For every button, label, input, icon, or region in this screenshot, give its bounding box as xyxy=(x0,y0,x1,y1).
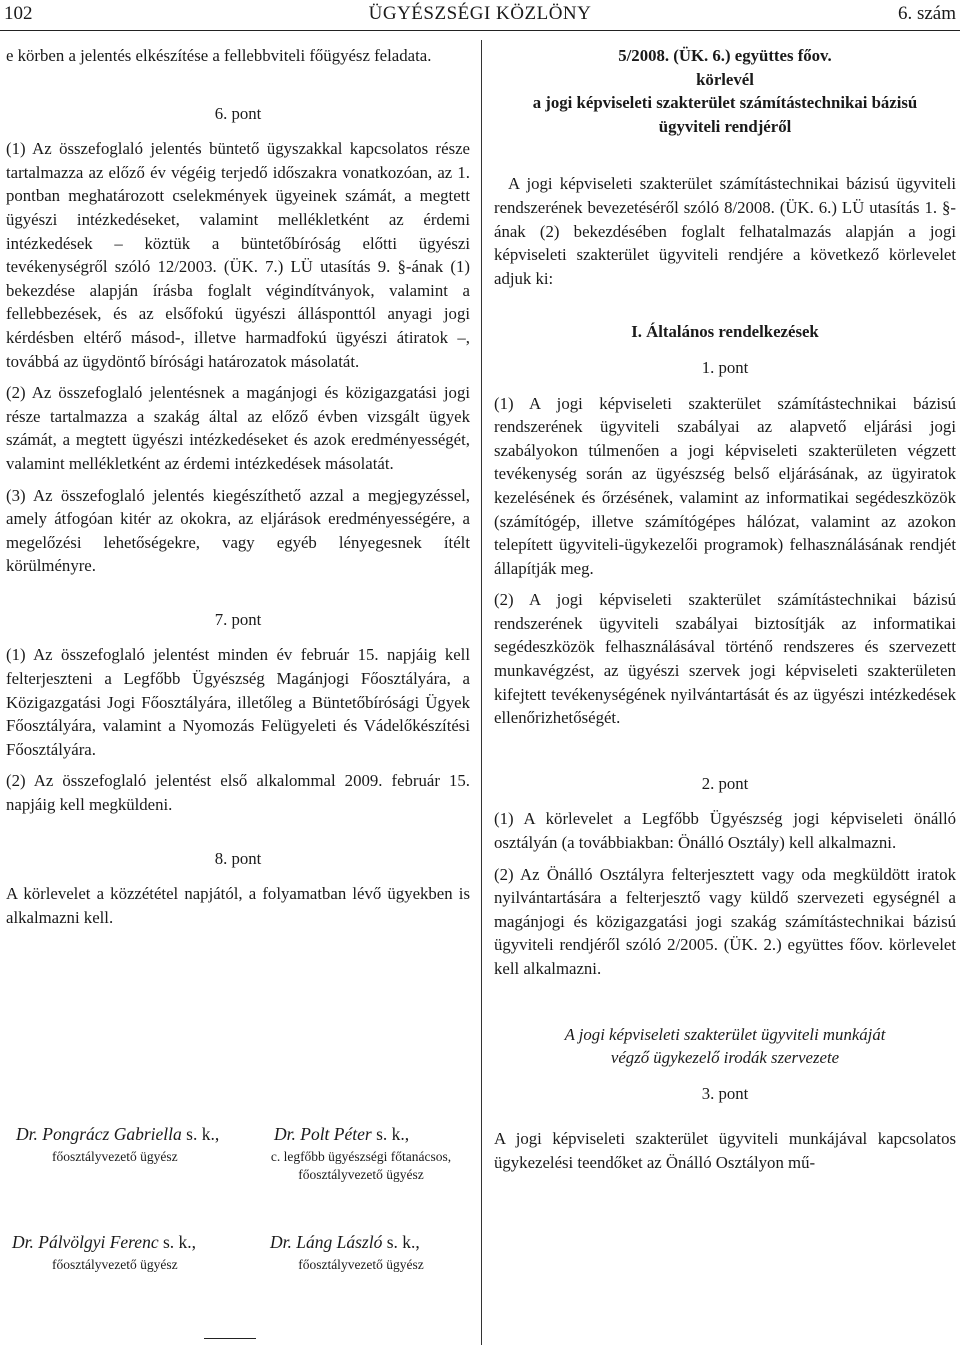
paragraph-3-1: A jogi képviseleti szakterület ügyviteli munkájával kapcsolatos ügykezelési teendőket az Önálló Osztályon mű- xyxy=(494,1129,956,1172)
section-heading-general: I. Általános rendelkezések xyxy=(631,322,819,342)
paragraph-2-2: (2) Az Önálló Osztályra felterjesztett vagy oda megküldött iratok nyilvántartására a felterjesztő vagy küldő szervezeti egységnél a magánjogi és közigazgatási jogi szakág számítástechnikai bázisú ügyviteli rendjéről szóló 2/2005. (ÜK. 2.) együttes főov. körlevelet kell alkalmazni. xyxy=(494,864,956,978)
paragraph-6-1: (1) Az összefoglaló jelentés büntető ügyszakkal kapcsolatos része tartalmazza az előző év végéig terjedő időszakra vonatkozóan, az 1. pontban meghatározott cselekmények ügyeinek számát, a megtett ügyészi intézkedéseket, valamint mellékletként az érdemi intézkedések – köztük a büntetőbíróság előtti ügyészi tevékenységről szóló 12/2003. (ÜK. 7.) LÜ utasítás 9. §-ának (1) bekezdése alapján írásba foglalt végindítványok, valamint a fellebbezések, és az elsőfokú ügyészi állásponttól anyagi jogi kérdésben eltérő másod-, illetve harmadfokú ügyészi átiratok –, továbbá az ügydöntő bírósági határozatok másolatát. xyxy=(6,139,470,371)
section-title-2-pont: 2. pont xyxy=(701,773,749,793)
journal-title: ÜGYÉSZSÉGI KÖZLÖNY xyxy=(368,3,592,24)
signature-palvolgyi: Dr. Pálvölgyi Ferenc s. k., xyxy=(12,1232,197,1252)
paragraph-6-3: (3) Az összefoglaló jelentés kiegészíthető azzal a megjegyzéssel, amely átfogóan kitér az okokra, az eljárások eredményességére, a megelőzési lehetőségekre, vagy egyéb lényegesnek ítélt körülményre. xyxy=(6,485,470,576)
section-title-1-pont: 1. pont xyxy=(701,357,749,377)
end-rule xyxy=(204,1338,256,1339)
section-title-7-pont: 7. pont xyxy=(214,609,262,629)
signature-title-palvolgyi: főosztályvezető ügyész xyxy=(52,1257,178,1272)
subsection-title-offices: A jogi képviseleti szakterület ügyviteli munkáját végző ügykezelő irodák szervezete xyxy=(564,1024,886,1068)
page-header xyxy=(0,0,960,31)
document-number: 5/2008. (ÜK. 6.) együttes főov. xyxy=(618,46,832,65)
paragraph-8-1: A körlevelet a közzététel napjától, a folyamatban lévő ügyekben is alkalmazni kell. xyxy=(6,884,470,927)
document-type: körlevél xyxy=(696,69,754,89)
right-column xyxy=(494,44,956,1183)
issue-number: 6. szám xyxy=(897,3,956,24)
section-title-3-pont: 3. pont xyxy=(701,1083,749,1103)
paragraph-7-2: (2) Az összefoglaló jelentést első alkalommal 2009. február 15. napjáig kell megküldeni. xyxy=(6,771,470,815)
section-title-6-pont: 6. pont xyxy=(214,103,262,123)
paragraph-6-2: (2) Az összefoglaló jelentésnek a magánjogi és közigazgatási jogi része tartalmazza a szakág által az előző évben vizsgált ügyek számát, a megtett ügyészi intézkedéseket és azok eredményességét, valamint mellékletként az érdemi intézkedések másolatát. xyxy=(6,383,470,473)
column-divider xyxy=(481,40,482,1345)
signature-lang: Dr. Láng László s. k., xyxy=(270,1232,420,1252)
signature-polt: Dr. Polt Péter s. k., xyxy=(274,1124,410,1144)
document-subject: a jogi képviseleti szakterület számítástechnikai bázisú ügyviteli rendjéről xyxy=(532,93,918,136)
signature-title-polt: c. legfőbb ügyészségi főtanácsos, főosztályvezető ügyész xyxy=(270,1149,452,1182)
section-title-8-pont: 8. pont xyxy=(214,848,262,868)
paragraph-1-2: (2) A jogi képviseleti szakterület számítástechnikai bázisú rendszerének ügyviteli szabályai biztosítják az informatikai segédeszközök felhasználásával történő rendszeres és szervezett munkavégzést, az ügyészi szervek jogi képviseleti szakterületen kifejtett tevékenységének nyilvántartását és az ügyészi intézkedések ellenőrizhetőségét. xyxy=(494,590,956,728)
signature-block-1 xyxy=(6,1124,470,1188)
page-number: 102 xyxy=(4,3,33,24)
signature-title-pongracz: főosztályvezető ügyész xyxy=(52,1149,178,1164)
preamble-paragraph: A jogi képviseleti szakterület számítástechnikai bázisú ügyviteli rendszerének bevezetéséről szóló 8/2008. (ÜK. 6.) LÜ utasítás 1. §-ának (2) bekezdésében foglalt felhatalmazás alapján a jogi képviseleti szakterület ügyviteli rendjére a következő körlevelet adjuk ki: xyxy=(494,174,956,288)
signature-title-lang: főosztályvezető ügyész xyxy=(298,1257,424,1272)
intro-paragraph: e körben a jelentés elkészítése a fellebbviteli főügyész feladata. xyxy=(6,46,432,65)
left-column xyxy=(6,44,470,937)
paragraph-1-1: (1) A jogi képviseleti szakterület számítástechnikai bázisú rendszerének ügyviteli szabályai az alapvető eljárási jogi szabályokon túlmenően a jogi képviseleti szakterületen végzett tevékenység során az ügyészség belső eljárásának, az ügyiratok kezelésének és őrzésének, valamint az informatikai segédeszközök (számítógép, illetve számítógépes hálózat, valamint az azokon telepített ügyviteli-ügykezelői programok) felhasználásának rendjét állapítják meg. xyxy=(494,393,956,578)
paragraph-2-1: (1) A körlevelet a Legfőbb Ügyészség jogi képviseleti önálló osztályán (a továbbiakban: Önálló Osztály) kell alkalmazni. xyxy=(494,809,956,853)
signature-block-2 xyxy=(6,1232,470,1276)
signature-pongracz: Dr. Pongrácz Gabriella s. k., xyxy=(16,1124,220,1144)
paragraph-7-1: (1) Az összefoglaló jelentést minden év február 15. napjáig kell felterjeszteni a Legfőbb Ügyészség Magánjogi Főosztályára, a Közigazgatási Jogi Főosztályára, illetőleg a Büntetőbírósági Ügyek Főosztályára, valamint a Nyomozás Felügyeleti és Vádelőkészítési Főosztályára. xyxy=(6,645,470,759)
